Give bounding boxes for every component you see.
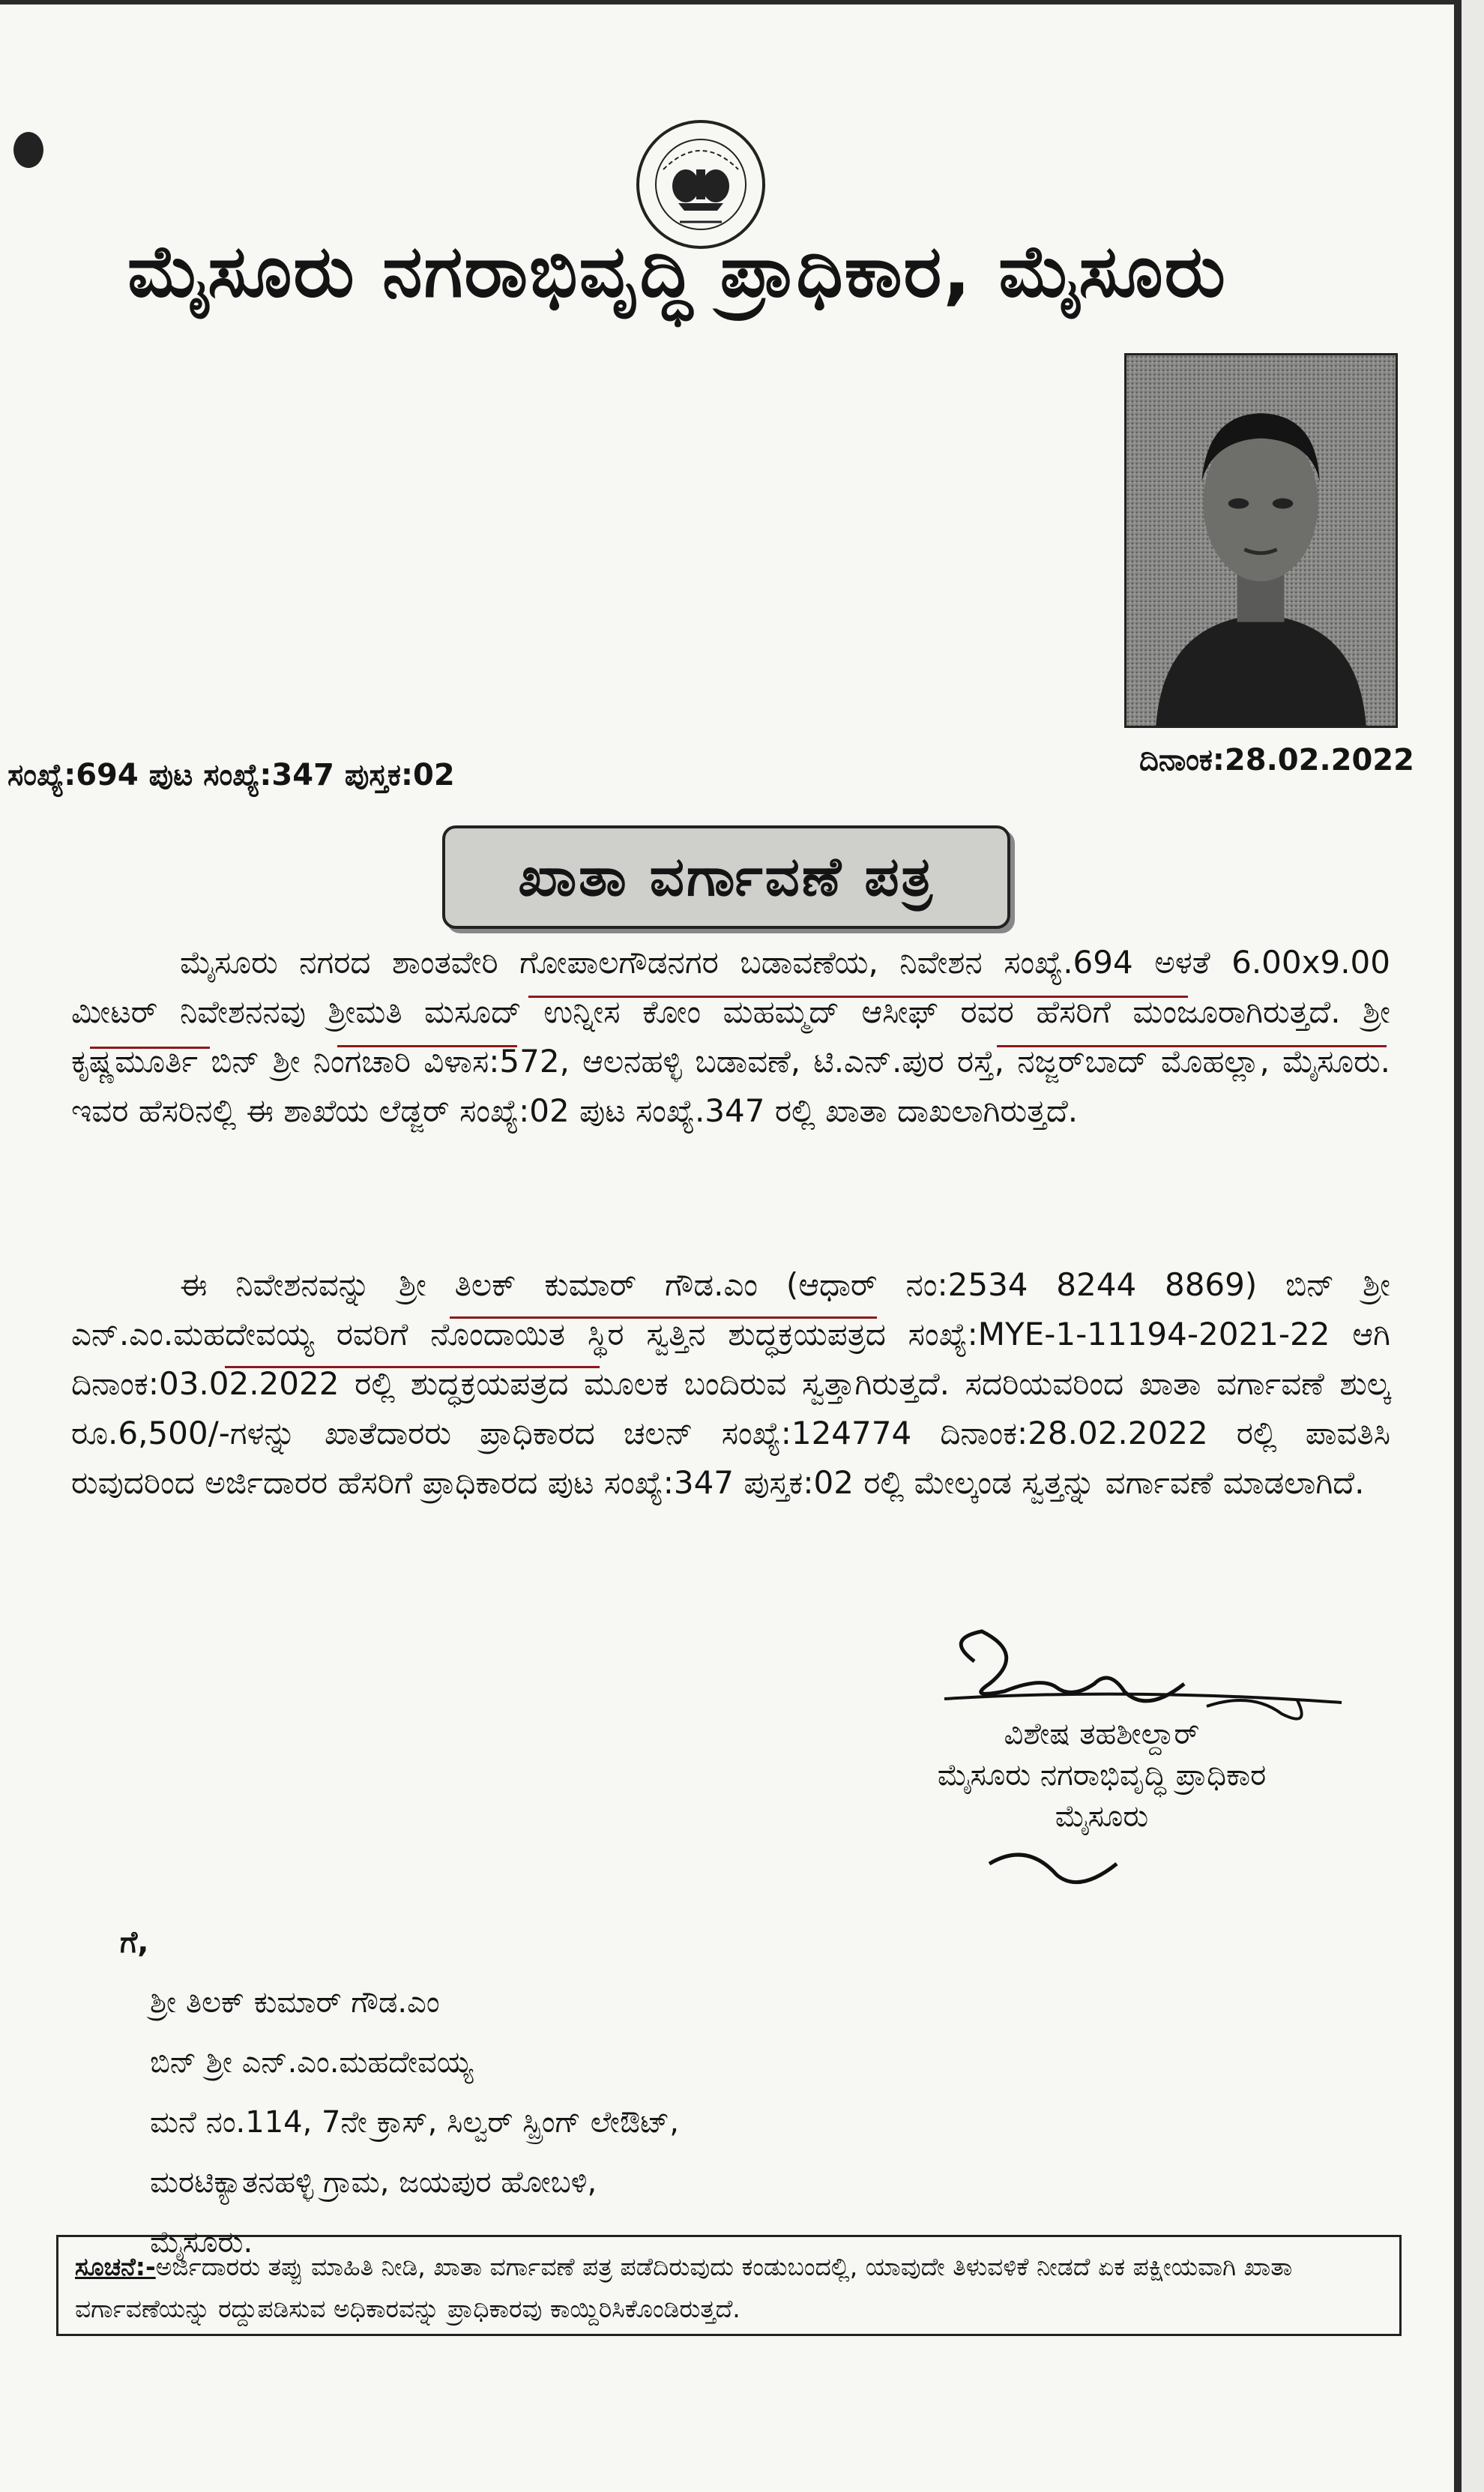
pen-underline <box>90 1047 210 1049</box>
signatory-place: ಮೈಸೂರು <box>1055 1799 1149 1834</box>
pen-underline <box>337 1045 517 1047</box>
pen-underline <box>528 996 1188 998</box>
applicant-photo <box>1124 353 1398 728</box>
signatory-designation: ವಿಶೇಷ ತಹಶೀಲ್ದಾರ್ <box>1004 1717 1200 1751</box>
recipient-address <box>120 1912 679 2272</box>
paragraph-allotment <box>71 938 1390 1136</box>
recipient-name: ಶ್ರೀ ತಿಲಕ್ ಕುಮಾರ್ ಗೌಡ.ಎಂ <box>150 1985 440 2020</box>
signatory-block <box>839 1714 1364 1838</box>
recipient-address-line2: ಮರಟಿಕ್ಯಾತನಹಳ್ಳಿ ಗ್ರಾಮ, ಜಯಪುರ ಹೋಬಳಿ, <box>150 2165 597 2200</box>
punch-hole <box>13 132 43 168</box>
signatory-office: ಮೈಸೂರು ನಗರಾಭಿವೃದ್ಧಿ ಪ್ರಾಧಿಕಾರ <box>937 1758 1267 1793</box>
recipient-father: ಬಿನ್ ಶ್ರೀ ಎನ್.ಎಂ.ಮಹದೇವಯ್ಯ <box>150 2045 474 2080</box>
pen-underline <box>450 1316 877 1319</box>
disclaimer-note <box>56 2235 1402 2336</box>
document-heading: ಖಾತಾ ವರ್ಗಾವಣೆ ಪತ್ರ <box>442 825 1010 929</box>
paragraph-transfer-text: ಈ ನಿವೇಶನವನ್ನು ಶ್ರೀ ತಿಲಕ್ ಕುಮಾರ್ ಗೌಡ.ಎಂ (ಆಧಾರ್ ನಂ:2534 8244 8869) ಬಿನ್ ಶ್ರೀ ಎನ್.ಎಂ.ಮಹದೇವಯ್ಯ ರವರಿಗೆ ನೊಂದಾಯಿತ ಸ್ಥಿರ ಸ್ವತ್ತಿನ ಶುದ್ಧಕ್ರಯಪತ್ರದ ಸಂಖ್ಯೆ:MYE-1-11194-2021-22 ಆಗಿ ದಿನಾಂಕ:03.02.2022 ರಲ್ಲಿ ಶುದ್ಧಕ್ರಯಪತ್ರದ ಮೂಲಕ ಬಂದಿರುವ ಸ್ವತ್ತಾಗಿರುತ್ತದೆ. ಸದರಿಯವರಿಂದ ಖಾತಾ ವರ್ಗಾವಣೆ ಶುಲ್ಕ ರೂ.6,500/-ಗಳನ್ನು ಖಾತೆದಾರರು ಪ್ರಾಧಿಕಾರದ ಚಲನ್ ಸಂಖ್ಯೆ:124774 ದಿನಾಂಕ:28.02.2022 ರಲ್ಲಿ ಪಾವತಿಸಿ ರುವುದರಿಂದ ಅರ್ಜಿದಾರರ ಹೆಸರಿಗೆ ಪ್ರಾಧಿಕಾರದ ಪುಟ ಸಂಖ್ಯೆ:347 ಪುಸ್ತಕ:02 ರಲ್ಲಿ ಮೇಲ್ಕಂಡ ಸ್ವತ್ತನ್ನು ವರ್ಗಾವಣೆ ಮಾಡಲಾಗಿದೆ. <box>71 1266 1390 1501</box>
to-label: ಗೆ, <box>120 1925 149 1960</box>
pen-underline <box>997 1045 1387 1047</box>
document-date: ದಿನಾಂಕ:28.02.2022 <box>1139 743 1414 777</box>
note-text: ಅರ್ಜಿದಾರರು ತಪ್ಪು ಮಾಹಿತಿ ನೀಡಿ, ಖಾತಾ ವರ್ಗಾವಣೆ ಪತ್ರ ಪಡೆದಿರುವುದು ಕಂಡುಬಂದಲ್ಲಿ, ಯಾವುದೇ ತಿಳುವಳಿಕೆ ನೀಡದೆ ಏಕ ಪಕ್ಷೀಯವಾಗಿ ಖಾತಾ ವರ್ಗಾವಣೆಯನ್ನು ರದ್ದುಪಡಿಸುವ ಅಧಿಕಾರವನ್ನು ಪ್ರಾಧಿಕಾರವು ಕಾಯ್ದಿರಿಸಿಕೊಂಡಿರುತ್ತದೆ. <box>75 2252 1293 2323</box>
paragraph-transfer <box>71 1260 1390 1508</box>
note-label: ಸೂಚನೆ:- <box>75 2252 156 2281</box>
paragraph-allotment-text: ಮೈಸೂರು ನಗರದ ಶಾಂತವೇರಿ ಗೋಪಾಲಗೌಡನಗರ ಬಡಾವಣೆಯ, ನಿವೇಶನ ಸಂಖ್ಯೆ.694 ಅಳತೆ 6.00x9.00 ಮೀಟರ್ ನಿವೇಶನನವು ಶ್ರೀಮತಿ ಮಸೂದ್ ಉನ್ನೀಸ ಕೋಂ ಮಹಮ್ಮದ್ ಆಸೀಫ್ ರವರ ಹೆಸರಿಗೆ ಮಂಜೂರಾಗಿರುತ್ತದೆ. ಶ್ರೀ ಕೃಷ್ಣಮೂರ್ತಿ ಬಿನ್ ಶ್ರೀ ನಿಂಗಚಾರಿ ವಿಳಾಸ:572, ಆಲನಹಳ್ಳಿ ಬಡಾವಣೆ, ಟಿ.ಎನ್.ಪುರ ರಸ್ತೆ, ನಜ್ಜರ್‌ಬಾದ್ ಮೊಹಲ್ಲಾ, ಮೈಸೂರು. ಇವರ ಹೆಸರಿನಲ್ಲಿ ಈ ಶಾಖೆಯ ಲೆಡ್ಜರ್ ಸಂಖ್ಯೆ:02 ಪುಟ ಸಂಖ್ಯೆ.347 ರಲ್ಲಿ ಖಾತಾ ದಾಖಲಾಗಿರುತ್ತದೆ. <box>71 944 1390 1129</box>
recipient-city: ಮೈಸೂರು. <box>150 2225 253 2260</box>
pen-underline <box>225 1366 600 1368</box>
organization-title: ಮೈಸೂರು ನಗರಾಭಿವೃದ್ಧಿ ಪ್ರಾಧಿಕಾರ, ಮೈಸೂರು <box>127 229 1227 313</box>
reference-number: ಸಂಖ್ಯೆ:694 ಪುಟ ಸಂಖ್ಯೆ:347 ಪುಸ್ತಕ:02 <box>7 758 455 792</box>
recipient-address-line1: ಮನೆ ನಂ.114, 7ನೇ ಕ್ರಾಸ್, ಸಿಲ್ವರ್ ಸ್ಪ್ರಿಂಗ್ ಲೇಔಟ್, <box>150 2105 679 2140</box>
